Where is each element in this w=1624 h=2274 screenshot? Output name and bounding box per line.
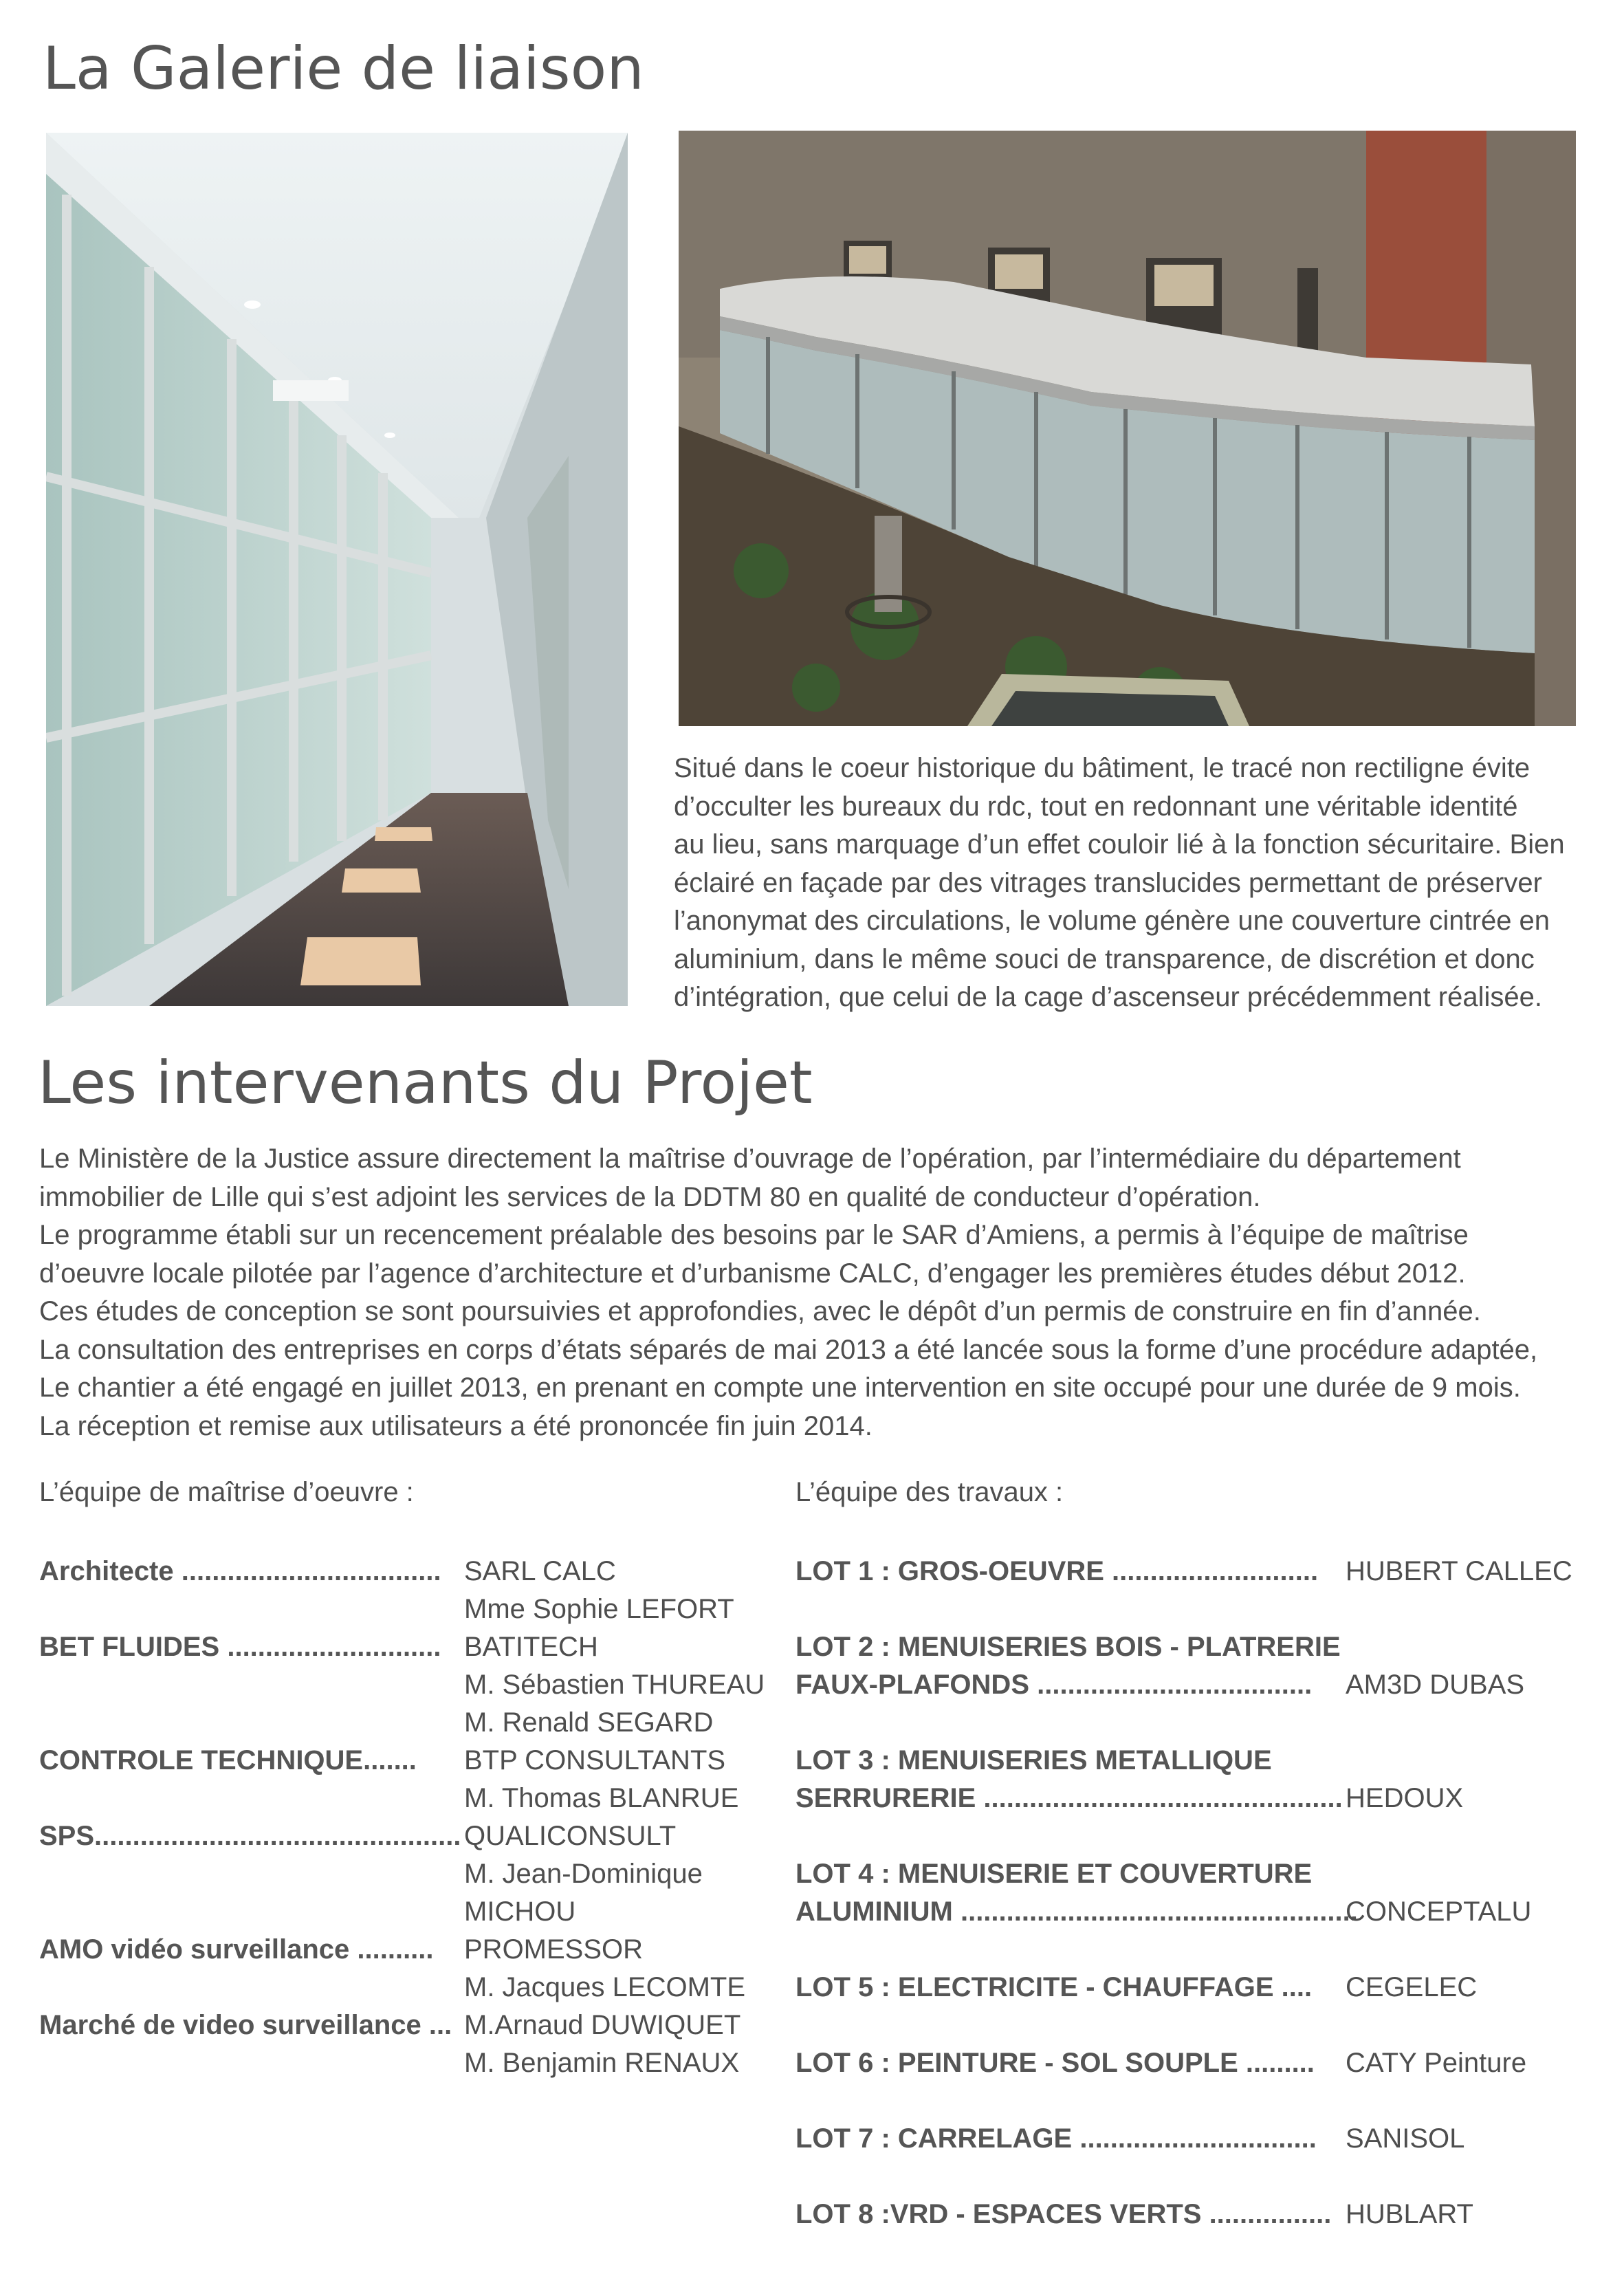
lot-label: LOT 8 :VRD - ESPACES VERTS ................ bbox=[795, 2199, 1332, 2229]
lot-company: HUBLART bbox=[1346, 2199, 1473, 2229]
role-value: M. Jacques LECOMTE bbox=[464, 1972, 746, 2002]
corridor-photo bbox=[46, 133, 628, 1006]
role-value: M. Benjamin RENAUX bbox=[464, 2048, 740, 2078]
lot-label: SERRURERIE ............................................... bbox=[795, 1783, 1343, 1813]
intro-line: Le chantier a été engagé en juillet 2013, en prenant en compte une intervention en site occupé pour une durée de 9 mois. bbox=[39, 1373, 1521, 1403]
intro-line: immobilier de Lille qui s’est adjoint les services de la DDTM 80 en qualité de conducteur d’opération. bbox=[39, 1181, 1261, 1212]
role-value: BATITECH bbox=[464, 1632, 598, 1662]
description-line: éclairé en façade par des vitrages translucides permettant de préserver bbox=[674, 867, 1542, 898]
intro-line: La consultation des entreprises en corps d’états séparés de mai 2013 a été lancée sous la forme d’une procédure adaptée, bbox=[39, 1334, 1538, 1365]
lot-label: ALUMINIUM .................................................... bbox=[795, 1896, 1358, 1927]
role-value: M. Sébastien THUREAU bbox=[464, 1670, 765, 1700]
section-title-galerie: La Galerie de liaison bbox=[43, 34, 644, 103]
team-heading: L’équipe de maîtrise d’oeuvre : bbox=[39, 1477, 414, 1507]
lot-label: LOT 4 : MENUISERIE ET COUVERTURE bbox=[795, 1859, 1313, 1889]
role-value: M. Renald SEGARD bbox=[464, 1707, 714, 1738]
role-value: QUALICONSULT bbox=[464, 1821, 677, 1851]
intro-line: Le programme établi sur un recencement préalable des besoins par le SAR d’Amiens, a permis à l’équipe de maîtrise bbox=[39, 1220, 1469, 1250]
works-heading: L’équipe des travaux : bbox=[795, 1477, 1064, 1507]
role-label: CONTROLE TECHNIQUE....... bbox=[39, 1745, 417, 1775]
role-value: PROMESSOR bbox=[464, 1934, 644, 1965]
description-line: Situé dans le coeur historique du bâtiment, le tracé non rectiligne évite bbox=[674, 753, 1530, 783]
role-label: Architecte .................................. bbox=[39, 1556, 441, 1586]
lot-label: LOT 1 : GROS-OEUVRE ........................... bbox=[795, 1556, 1319, 1586]
lot-label: LOT 2 : MENUISERIES BOIS - PLATRERIE bbox=[795, 1632, 1341, 1662]
lot-company: CATY Peinture bbox=[1346, 2048, 1527, 2078]
intro-line: La réception et remise aux utilisateurs a été prononcée fin juin 2014. bbox=[39, 1410, 873, 1441]
galerie-description bbox=[674, 750, 1588, 1017]
lot-label: LOT 5 : ELECTRICITE - CHAUFFAGE .... bbox=[795, 1972, 1313, 2002]
description-line: aluminium, dans le même souci de transparence, de discrétion et donc bbox=[674, 943, 1535, 974]
role-value: MICHOU bbox=[464, 1896, 576, 1927]
description-line: au lieu, sans marquage d’un effet couloir lié à la fonction sécuritaire. Bien bbox=[674, 829, 1565, 860]
role-label: Marché de video surveillance ... bbox=[39, 2010, 452, 2040]
intro-line: Le Ministère de la Justice assure directement la maîtrise d’ouvrage de l’opération, par l’intermédiaire du département bbox=[39, 1144, 1461, 1174]
role-label: SPS................................................ bbox=[39, 1821, 461, 1851]
role-label: BET FLUIDES ............................ bbox=[39, 1632, 441, 1662]
lot-label: FAUX-PLAFONDS .................................... bbox=[795, 1670, 1313, 1700]
description-line: d’intégration, que celui de la cage d’ascenseur précédemment réalisée. bbox=[674, 982, 1542, 1012]
lot-label: LOT 3 : MENUISERIES METALLIQUE bbox=[795, 1745, 1272, 1775]
role-value: M.Arnaud DUWIQUET bbox=[464, 2010, 741, 2040]
lot-company: SANISOL bbox=[1346, 2123, 1465, 2154]
lot-company: HEDOUX bbox=[1346, 1783, 1464, 1813]
lot-company: CONCEPTALU bbox=[1346, 1896, 1532, 1927]
role-value: M. Jean-Dominique bbox=[464, 1859, 703, 1889]
role-value: SARL CALC bbox=[464, 1556, 616, 1586]
intervenants-intro bbox=[39, 1140, 1614, 1445]
role-label: AMO vidéo surveillance .......... bbox=[39, 1934, 434, 1965]
role-value: M. Thomas BLANRUE bbox=[464, 1783, 739, 1813]
role-value: Mme Sophie LEFORT bbox=[464, 1594, 734, 1624]
description-line: d’occulter les bureaux du rdc, tout en redonnant une véritable identité bbox=[674, 791, 1518, 822]
lot-company: HUBERT CALLEC bbox=[1346, 1556, 1572, 1586]
lot-company: CEGELEC bbox=[1346, 1972, 1478, 2002]
lot-label: LOT 7 : CARRELAGE ............................... bbox=[795, 2123, 1317, 2154]
intro-line: d’oeuvre locale pilotée par l’agence d’architecture et d’urbanisme CALC, d’engager les premières études début 2012. bbox=[39, 1258, 1466, 1289]
lot-label: LOT 6 : PEINTURE - SOL SOUPLE ......... bbox=[795, 2048, 1315, 2078]
description-line: l’anonymat des circulations, le volume génère une couverture cintrée en bbox=[674, 906, 1550, 936]
lot-company: AM3D DUBAS bbox=[1346, 1670, 1525, 1700]
section-title-intervenants: Les intervenants du Projet bbox=[38, 1049, 813, 1117]
courtyard-photo bbox=[679, 131, 1576, 726]
intro-line: Ces études de conception se sont poursuivies et approfondies, avec le dépôt d’un permis de construire en fin d’année. bbox=[39, 1296, 1481, 1326]
role-value: BTP CONSULTANTS bbox=[464, 1745, 726, 1775]
